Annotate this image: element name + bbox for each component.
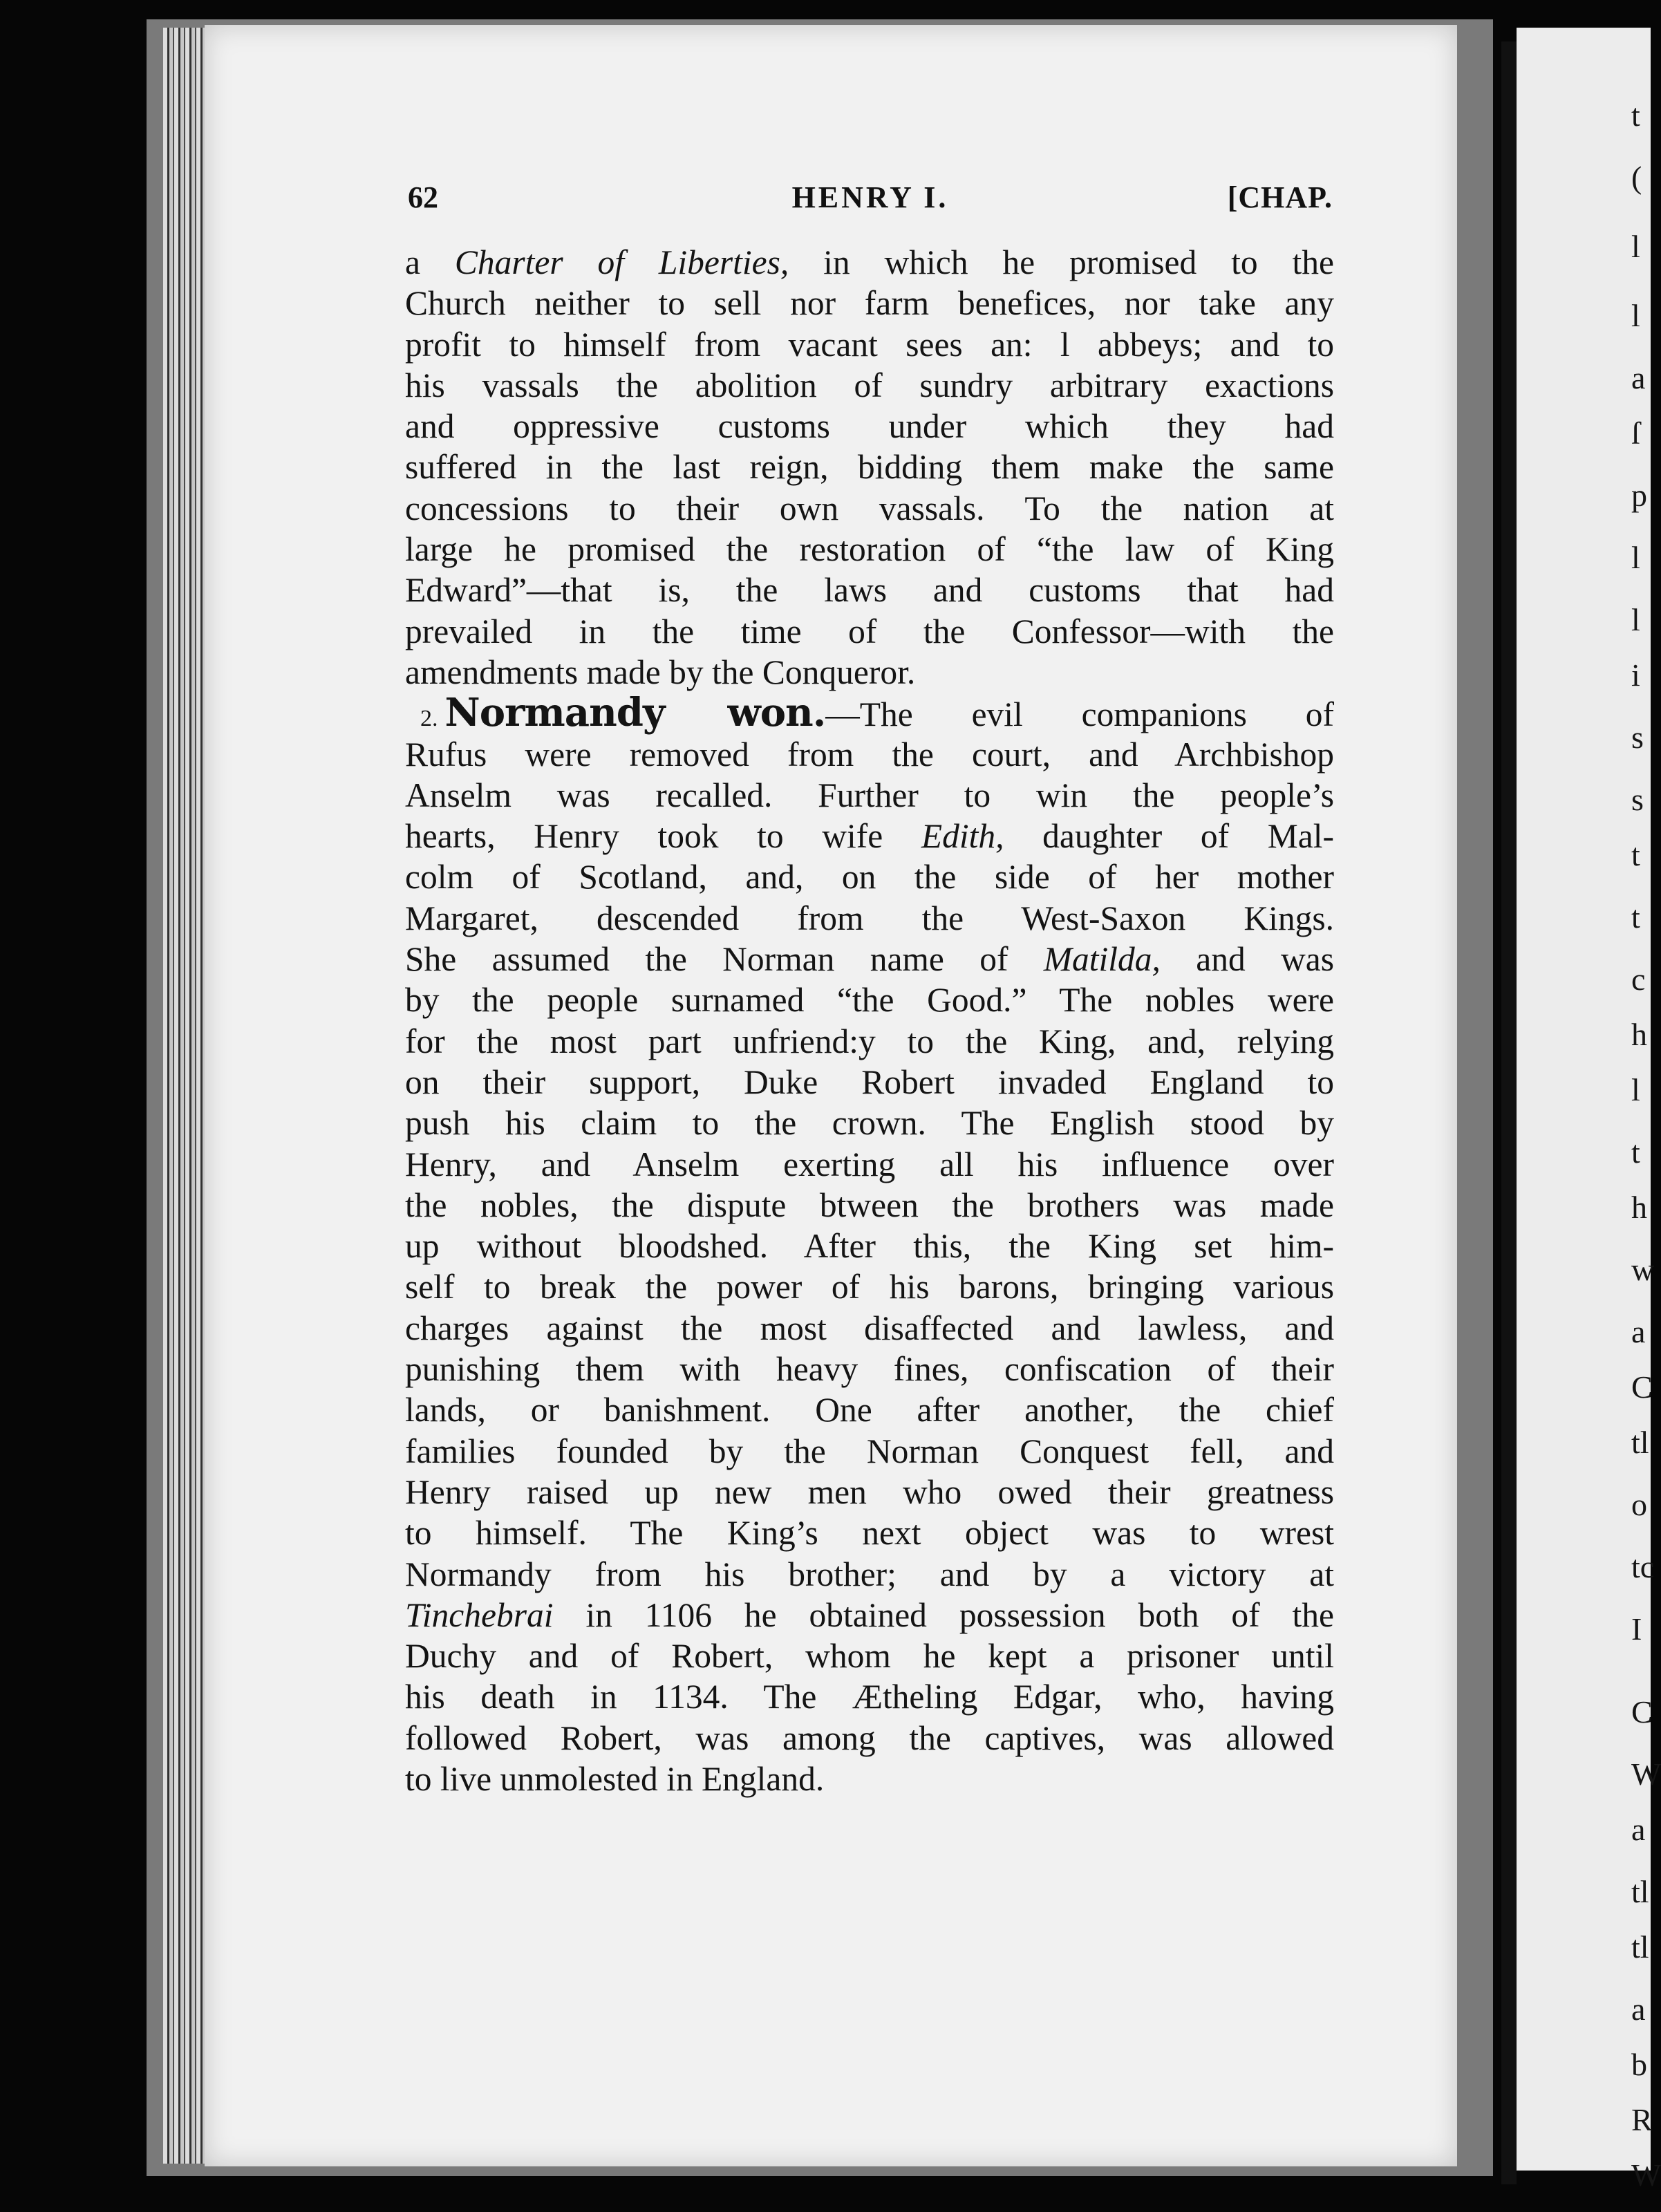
facing-page-letter: tl — [1631, 1425, 1649, 1460]
text-line: concessions to their own vassals. To the nation at — [405, 489, 1334, 527]
facing-page-letter: ( — [1631, 160, 1642, 195]
facing-page-letter: a — [1631, 1314, 1646, 1349]
text-line: suffered in the last reign, bidding them make the same — [405, 448, 1334, 487]
facing-page-letter: a — [1631, 1812, 1646, 1847]
facing-page-letter: l — [1631, 229, 1640, 264]
text-line: Henry, and Anselm exerting all his influence over — [405, 1145, 1334, 1183]
text-line: colm of Scotland, and, on the side of her mother — [405, 858, 1334, 897]
facing-page-letter: p — [1631, 478, 1647, 513]
text-line: amendments made by the Conqueror. — [405, 653, 916, 691]
facing-page-letter: h — [1631, 1190, 1647, 1225]
facing-page-letter: h — [1631, 1017, 1647, 1052]
text-line: followed Robert, was among the captives, was allowed — [405, 1718, 1334, 1757]
paragraph-charter — [405, 242, 1334, 693]
text-line: She assumed the Norman name of Matilda, and was — [405, 940, 1335, 979]
text-line: push his claim to the crown. The English stood by — [405, 1104, 1334, 1143]
section-first-line-text: —The evil companions of — [825, 695, 1334, 734]
section-number: 2. — [420, 706, 438, 732]
facing-page-letter: l — [1631, 298, 1640, 333]
running-header — [408, 180, 1333, 221]
text-line: Rufus were removed from the court, and Archbishop — [405, 735, 1334, 774]
facing-page-letter: a — [1631, 1991, 1646, 2027]
text-line: to himself. The King’s next object was to wrest — [405, 1514, 1334, 1553]
text-line: families founded by the Norman Conquest fell, and — [405, 1432, 1334, 1470]
running-title: HENRY I. — [791, 180, 949, 214]
text-line: Henry raised up new men who owed their greatness — [405, 1472, 1334, 1511]
text-line: punishing them with heavy fines, confiscation of their — [405, 1350, 1334, 1389]
text-line: a Charter of Liberties, in which he promised to the — [405, 243, 1334, 281]
facing-page-letter: C — [1631, 1694, 1653, 1730]
facing-page-letter: t — [1631, 837, 1640, 872]
facing-page-letter: l — [1631, 602, 1640, 637]
facing-page-letter: t — [1631, 97, 1640, 133]
facing-page-letter: s — [1631, 720, 1644, 755]
italic-term: Matilda, — [1043, 940, 1161, 979]
text-line: the nobles, the dispute btween the brothers was made — [405, 1185, 1334, 1224]
facing-page-letter: l — [1631, 540, 1640, 575]
text-line: hearts, Henry took to wife Edith, daughter of Mal- — [405, 817, 1334, 856]
text-line: charges against the most disaffected and lawless, and — [405, 1309, 1334, 1347]
facing-page-letter: tc — [1631, 1549, 1655, 1584]
chapter-mark: [CHAP. — [1227, 180, 1333, 214]
text-line: Margaret, descended from the West-Saxon Kings. — [405, 899, 1334, 937]
facing-page-letter: t — [1631, 899, 1640, 935]
text-line: Normandy from his brother; and by a victory at — [405, 1555, 1334, 1593]
text-line: Edward”—that is, the laws and customs that had — [405, 571, 1334, 610]
section-normandy-won — [405, 690, 1335, 1799]
text-line: his death in 1134. The Ætheling Edgar, who, having — [405, 1678, 1334, 1716]
facing-page-letter: c — [1631, 962, 1646, 997]
text-line: Anselm was recalled. Further to win the people’s — [405, 776, 1334, 814]
text-line: Church neither to sell nor farm benefices, nor take any — [405, 284, 1334, 323]
facing-page-letter: t — [1631, 1134, 1640, 1170]
facing-page-letter: b — [1631, 2047, 1647, 2082]
text-line: self to break the power of his barons, bringing various — [405, 1268, 1334, 1306]
facing-page-letter: o — [1631, 1487, 1647, 1522]
facing-page-letter: W — [1631, 1756, 1661, 1792]
section-first-line — [405, 690, 1334, 736]
italic-term: Tinchebrai — [405, 1595, 554, 1634]
text-line: on their support, Duke Robert invaded England to — [405, 1062, 1334, 1101]
text-line: to live unmolested in England. — [405, 1759, 825, 1798]
facing-page-letter: R — [1631, 2102, 1653, 2137]
text-line: prevailed in the time of the Confessor—with the — [405, 612, 1334, 650]
italic-term: Charter of Liberties, — [454, 243, 789, 281]
facing-page-letter: w — [1631, 1252, 1655, 1287]
text-line: lands, or banishment. One after another, the chief — [405, 1391, 1334, 1430]
italic-term: Edith, — [921, 817, 1004, 856]
text-line: for the most part unfriend:y to the King, and, relying — [405, 1022, 1334, 1060]
facing-page-letter: s — [1631, 782, 1644, 817]
book-gutter — [1501, 41, 1517, 2184]
text-line: large he promised the restoration of “the law of King — [405, 530, 1334, 569]
text-line: up without bloodshed. After this, the King set him- — [405, 1227, 1334, 1266]
text-line: profit to himself from vacant sees an: l abbeys; and to — [405, 325, 1334, 364]
facing-page-letter: C — [1631, 1369, 1653, 1405]
facing-page-letter: i — [1631, 657, 1640, 693]
facing-page-edge — [1517, 28, 1651, 2171]
section-title: Normandy won. — [444, 690, 826, 736]
facing-page-letter: W — [1631, 2157, 1661, 2193]
facing-page-letter: I — [1631, 1611, 1642, 1647]
facing-page-letter: l — [1631, 1072, 1640, 1107]
text-line: his vassals the abolition of sundry arbitrary exactions — [405, 366, 1334, 404]
text-line: and oppressive customs under which they had — [405, 407, 1334, 446]
facing-page-letter: a — [1631, 360, 1646, 395]
page-body — [405, 242, 1334, 1799]
text-line: Duchy and of Robert, whom he kept a prisoner until — [405, 1637, 1334, 1676]
text-line: by the people surnamed “the Good.” The nobles were — [405, 981, 1334, 1020]
facing-page-letter: tl — [1631, 1929, 1649, 1965]
facing-page-letter: tl — [1631, 1874, 1649, 1909]
facing-page-letter: ſ — [1631, 415, 1640, 451]
text-line: Tinchebrai in 1106 he obtained possession both of the — [405, 1595, 1334, 1634]
page-number: 62 — [408, 180, 438, 214]
